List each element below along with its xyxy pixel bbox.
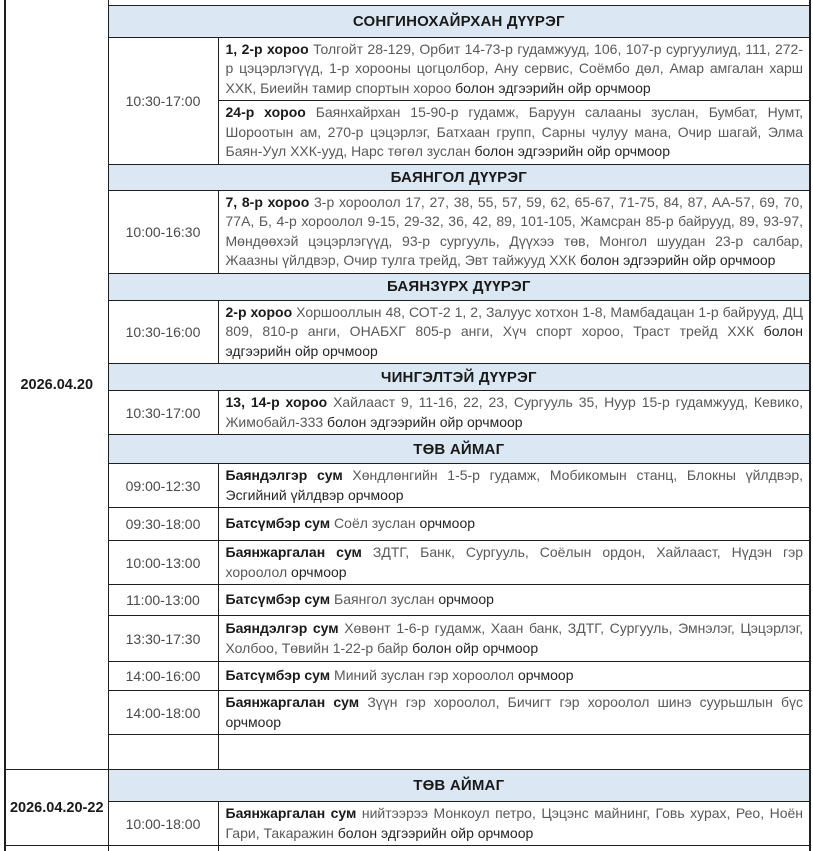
district-header: ТӨВ АЙМАГ [108,770,810,802]
district-header: СОНГИНОХАЙРХАН ДҮҮРЭГ [108,5,810,37]
table-row [5,464,810,508]
table-row [5,802,810,846]
district-header: ЧИНГЭЛТЭЙ ДҮҮРЭГ [108,364,810,391]
table-row [5,300,810,364]
vicinity-note: болон ойр орчмоор [412,639,539,656]
table-row [5,273,810,300]
table-row [5,435,810,464]
khoroo-label: 7, 8-р хороо [225,193,310,210]
time-cell: 10:00-16:30 [108,190,218,273]
clipped-date-cell [5,846,108,851]
time-cell: 13:30-17:30 [108,616,218,662]
district-header: ТӨВ АЙМАГ [108,435,810,464]
outage-schedule-table [4,0,811,851]
soum-label: Батсүмбэр сум [225,667,331,684]
location-list: Соёл зуслан [334,515,416,532]
time-cell: 10:00-13:00 [108,541,218,585]
location-list: Толгойт 28-129, Орбит 14-73-р гудамжууд, 106, 107-р сургуулиуд, 111, 272-р цэцэрлэгүүд, 1-р хорооны цогцолбор, Ану сервис, Соёмбо дөл, Амар амгалан харш ХХК, Биеийн тамир спортын хороо [225,40,804,96]
table-row [5,190,810,273]
khoroo-label: 13, 14-р хороо [225,394,328,410]
location-cell [218,101,810,165]
clipped-time-cell [108,846,218,851]
location-list: Зүүн гэр хороолол, Бичигт гэр хороолол шинэ суурьшлын бүс [367,694,804,710]
location-list: Хөндлөнгийн 1-5-р гудамж, Мобикомын станц, Блокны үйлдвэр, [352,467,804,483]
time-cell: 10:00-18:00 [108,802,218,846]
vicinity-note: болон эдгээрийн ойр орчмоор [579,252,776,268]
vicinity-note: болон эдгээрийн ойр орчмоор [327,413,523,430]
location-cell [218,391,810,435]
time-cell: 10:30-17:00 [108,37,218,164]
vicinity-note: болон эдгээрийн ойр орчмоор [337,824,534,841]
location-cell [218,662,810,691]
table-row [5,585,810,616]
district-header: БАЯНГОЛ ДҮҮРЭГ [108,164,810,190]
vicinity-note: болон эдгээрийн ойр орчмоор [225,323,804,359]
khoroo-label: 1, 2-р хороо [225,40,309,57]
location-list: Хайлааст 9, 11-16, 22, 23, Сургууль 35, Нуур 15-р гудамжууд, Кевико, Жимобайл-333 [225,394,804,430]
table-row [5,541,810,585]
location-cell [218,300,810,364]
location-list: нийтээрээ Монкоул петро, Цэцэнс майнинг, Говь хурах, Рео, Ноён Гари, Такаражин [225,805,803,841]
vicinity-note: орчмоор [291,563,347,580]
vicinity-note: Эсгийний үйлдвэр орчмоор [225,486,404,503]
table-row [5,391,810,435]
vicinity-note: болон эдгээрийн ойр орчмоор [474,143,670,159]
khoroo-label: 2-р хороо [225,303,293,320]
table-row [5,164,810,190]
location-list: Баянхайрхан 15-90-р гудамж, Баруун салааны зуслан, Бумбат, Нумт, Шороотын ам, 270-р цэцэрлэг, Батхаан групп, Сарны чулуу мана, Очир шагай, Элма Баян-Уул ХХК-ууд, Нарс төгөл зуслан [225,104,804,159]
location-list: Баянгол зуслан [334,591,435,608]
soum-label: Батсүмбэр сум [225,515,331,532]
location-cell [218,190,810,273]
district-header: БАЯНЗҮРХ ДҮҮРЭГ [108,273,810,300]
table-row [5,37,810,101]
location-list: ЗДТГ, Банк, Сургууль, Соёлын ордон, Хайлааст, Нүдэн гэр хороолол [225,544,803,580]
location-cell [218,508,810,541]
table-row [5,508,810,541]
location-cell [218,616,810,662]
date-cell: 2026.04.20 [5,0,108,770]
soum-label: Баяндэлгэр сум [225,620,339,636]
table-row [5,662,810,691]
table-row [5,616,810,662]
vicinity-note: орчмоор [225,713,282,730]
table-row [5,691,810,735]
empty-location-cell [218,735,810,770]
table-row [5,735,810,770]
empty-time-cell [108,735,218,770]
khoroo-label: 24-р хороо [225,104,306,120]
soum-label: Батсүмбэр сум [225,591,331,608]
location-cell [218,464,810,508]
location-cell [218,802,810,846]
table-row [5,770,810,802]
time-cell: 14:00-16:00 [108,662,218,691]
location-cell [218,37,810,101]
vicinity-note: орчмоор [419,515,476,532]
table-row [5,364,810,391]
vicinity-note: орчмоор [517,667,574,684]
table-row [5,846,810,851]
table-row [5,5,810,37]
location-cell [218,541,810,585]
time-cell: 10:30-16:00 [108,300,218,364]
location-cell [218,585,810,616]
location-list: Хөвөнт 1-6-р гудамж, Хаан банк, ЗДТГ, Сургууль, Эмнэлэг, Цэцэрлэг, Холбоо, Төвийн 1-22-р байр [225,620,804,656]
vicinity-note: орчмоор [438,591,494,608]
location-list: Миний зуслан гэр хороолол [334,667,515,684]
soum-label: Баянжаргалан сум [225,805,357,821]
location-list: 3-р хороолол 17, 27, 38, 55, 57, 59, 62, 65-67, 71-75, 84, 87, АА-57, 69, 70, 77А, Б, 4-р хороолол 9-15, 29-32, 36, 42, 89, 101-105, Жамсран 85-р байрууд, 89, 93-97, Мөндөөхэй цэцэрлэгүүд, 93-р сургууль, Дүүхээ төв, Монгол шуудан 23-р салбар, Жаазны үйлдвэр, Очир тулга трейд, Эвт тайжууд ХХК [225,193,803,268]
date-cell: 2026.04.20-22 [5,770,108,846]
time-cell: 09:30-18:00 [108,508,218,541]
vicinity-note: болон эдгээрийн ойр орчмоор [455,79,651,96]
time-cell: 09:00-12:30 [108,464,218,508]
soum-label: Баянжаргалан сум [225,544,362,560]
time-cell: 11:00-13:00 [108,585,218,616]
time-cell: 10:30-17:00 [108,391,218,435]
clipped-location-cell [218,846,810,851]
location-cell [218,691,810,735]
time-cell: 14:00-18:00 [108,691,218,735]
soum-label: Баянжаргалан сум [225,694,360,710]
location-list: Хоршооллын 48, СОТ-2 1, 2, Залуус хотхон 1-8, Мамбадацан 1-р байрууд, ДЦ 809, 810-р анги, ОНАБХГ 805-р анги, Хүч спорт хороо, Траст трейд ХХК [225,303,804,339]
soum-label: Баяндэлгэр сум [225,467,343,483]
